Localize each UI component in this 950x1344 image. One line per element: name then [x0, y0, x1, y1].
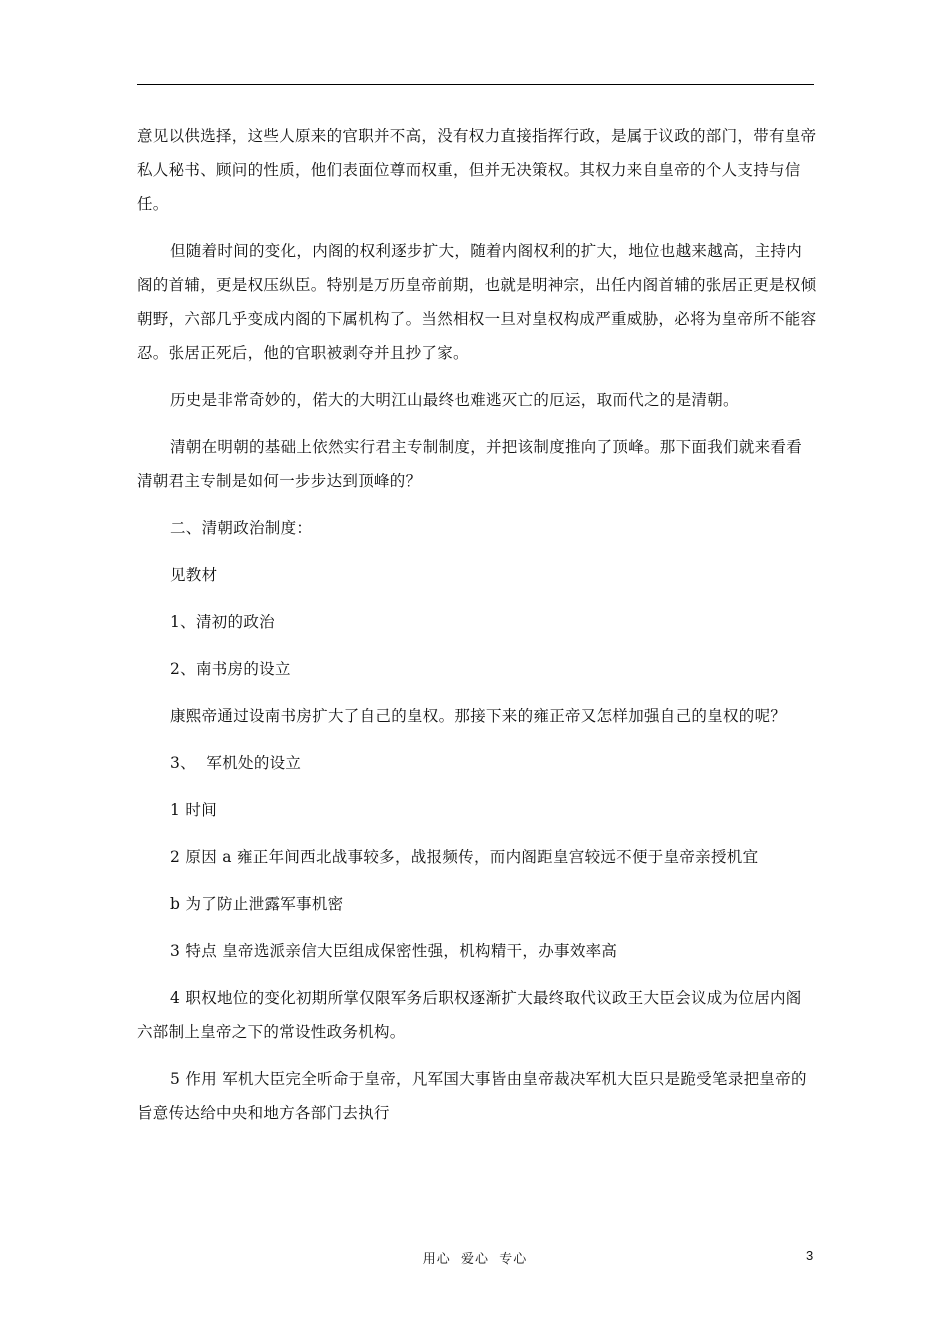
list-item: 见教材	[170, 566, 218, 584]
paragraph-cabinet-power: 但随着时间的变化，内阁的权利逐步扩大，随着内阁权利的扩大，地位也越来越高，主持内阁的首辅，更是权压纵臣。特别是万历皇帝前期，也就是明神宗，出任内阁首辅的张居正更是权倾朝野，六部几乎变成内阁的下属机构了。当然相权一旦对皇权构成严重威胁，必将为皇帝所不能容忍。张居正死后，他的官职被剥夺并且抄了家。	[137, 242, 817, 362]
paragraph-qing-intro: 清朝在明朝的基础上依然实行君主专制制度，并把该制度推向了顶峰。那下面我们就来看看清朝君主专制是如何一步步达到顶峰的？	[137, 438, 803, 490]
paragraph-kangxi: 康熙帝通过设南书房扩大了自己的皇权。那接下来的雍正帝又怎样加强自己的皇权的呢？	[170, 707, 787, 725]
list-item: 2、南书房的设立	[170, 660, 291, 678]
list-item: b 为了防止泄露军事机密	[170, 895, 344, 913]
paragraph-continuation: 意见以供选择，这些人原来的官职并不高，没有权力直接指挥行政，是属于议政的部门，带有皇帝私人秘书、顾问的性质，他们表面位尊而权重，但并无决策权。其权力来自皇帝的个人支持与信任。	[137, 127, 817, 213]
paragraph-ming-fall: 历史是非常奇妙的，偌大的大明江山最终也难逃灭亡的厄运，取而代之的是清朝。	[170, 391, 739, 409]
footer-motto: 用心 爱心 专心	[422, 1252, 528, 1267]
list-item: 1、清初的政治	[170, 613, 275, 631]
header-rule	[137, 84, 814, 85]
list-item: 4 职权地位的变化初期所掌仅限军务后职权逐渐扩大最终取代议政王大臣会议成为位居内阁六部制上皇帝之下的常设性政务机构。	[137, 989, 802, 1041]
list-item: 3、 军机处的设立	[170, 754, 302, 772]
list-item: 3 特点 皇帝选派亲信大臣组成保密性强，机构精干，办事效率高	[170, 942, 618, 960]
section-heading-qing-politics: 二、清朝政治制度：	[170, 519, 313, 537]
list-item: 2 原因 a 雍正年间西北战事较多，战报频传，而内阁距皇宫较远不便于皇帝亲授机宜	[170, 848, 759, 866]
page-number: 3	[806, 1248, 814, 1263]
document-body	[137, 119, 817, 1143]
list-item: 5 作用 军机大臣完全听命于皇帝，凡军国大事皆由皇帝裁决军机大臣只是跪受笔录把皇帝的旨意传达给中央和地方各部门去执行	[137, 1070, 807, 1122]
list-item: 1 时间	[170, 801, 217, 819]
